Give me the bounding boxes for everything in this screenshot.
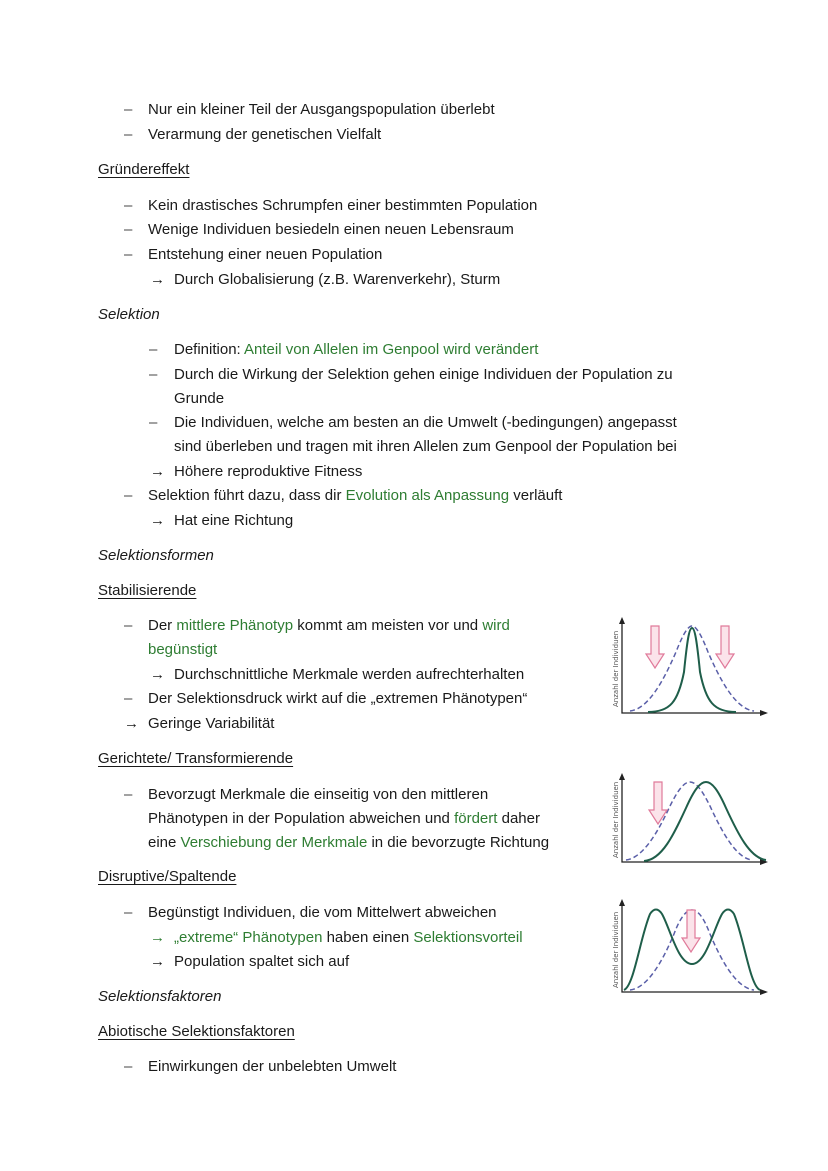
text-run-green: Verschiebung der Merkmale [180, 834, 368, 851]
text-run: Phänotypen in der Population abweichen und [148, 810, 455, 827]
figure-directional [608, 770, 773, 870]
x-axis-arrow-icon [760, 710, 768, 716]
definition-text: Anteil von Allelen im Genpool wird verändert [244, 341, 539, 358]
bullet-dash: – [124, 487, 133, 504]
figure-stabilizing [608, 612, 773, 722]
text-run: Der [148, 617, 177, 634]
gruender-item-1: Kein drastisches Schrumpfen einer bestimmten Population [148, 197, 538, 214]
y-axis-arrow-icon [619, 773, 625, 780]
bullet-dash: – [124, 1058, 133, 1075]
text-run: kommt am meisten vor und [293, 617, 483, 634]
heading-abiotische: Abiotische Selektionsfaktoren [98, 1023, 295, 1040]
gruender-sub: Durch Globalisierung (z.B. Warenverkehr), Sturm [174, 271, 501, 288]
bullet-dash: – [124, 617, 133, 634]
heading-selektionsfaktoren: Selektionsfaktoren [98, 988, 222, 1005]
arrow-symbol: → [150, 666, 165, 683]
arrow-symbol: → [124, 715, 139, 732]
bullet-dash: – [149, 341, 158, 358]
text-run-green: Selektionsvorteil [413, 929, 523, 946]
heading-disruptive: Disruptive/Spaltende [98, 868, 237, 885]
text-run: eine [148, 834, 181, 851]
stab-arrow-1: Durchschnittliche Merkmale werden aufrechterhalten [174, 666, 525, 683]
x-axis-arrow-icon [760, 989, 768, 995]
ger-line-2 [148, 809, 540, 829]
intro-item-2: Verarmung der genetischen Vielfalt [148, 126, 382, 143]
abiotische-item-1: Einwirkungen der unbelebten Umwelt [148, 1058, 397, 1075]
selektion-arrow-1: Höhere reproduktive Fitness [174, 463, 363, 480]
heading-selektion: Selektion [98, 306, 160, 323]
axes [622, 776, 766, 862]
text-run: verläuft [509, 487, 563, 504]
y-axis-label: Anzahl der Individuen [612, 630, 620, 707]
y-axis-arrow-icon [619, 899, 625, 906]
arrow-symbol: → [150, 953, 165, 970]
selektion-definition [174, 340, 538, 360]
dis-item-1: Begünstigt Individuen, die vom Mittelwert abweichen [148, 904, 497, 921]
bullet-dash: – [124, 690, 133, 707]
selektion-item-2-line2: Grunde [174, 390, 225, 407]
selektion-item-4 [148, 486, 562, 506]
y-axis-label: Anzahl der Individuen [612, 911, 620, 988]
dis-arrow-2: Population spaltet sich auf [174, 953, 350, 970]
stab-item-1-line2: begünstigt [148, 641, 218, 658]
arrow-symbol: → [150, 929, 165, 946]
axes [622, 620, 766, 713]
stab-arrow-2: Geringe Variabilität [148, 715, 275, 732]
bullet-dash: – [124, 101, 133, 118]
bullet-dash: – [124, 246, 133, 263]
heading-gruendereffekt: Gründereffekt [98, 161, 190, 178]
selection-pressure-arrow-icon [682, 910, 700, 952]
bullet-dash: – [124, 904, 133, 921]
selektion-arrow-2: Hat eine Richtung [174, 512, 294, 529]
y-axis-label: Anzahl der Individuen [612, 781, 620, 858]
ger-line-3 [148, 833, 549, 853]
text-run: in die bevorzugte Richtung [367, 834, 550, 851]
selektion-item-2-line1: Durch die Wirkung der Selektion gehen einige Individuen der Population zu [174, 366, 673, 383]
stab-item-2: Der Selektionsdruck wirkt auf die „extremen Phänotypen“ [148, 690, 528, 707]
dis-arrow-1 [174, 928, 523, 948]
text-run: Selektion führt dazu, dass dir [148, 487, 346, 504]
ger-line-1: Bevorzugt Merkmale die einseitig von den mittleren [148, 786, 489, 803]
y-axis-arrow-icon [619, 617, 625, 624]
text-run-green: Evolution als Anpassung [345, 487, 510, 504]
stab-item-1-line1 [148, 616, 510, 636]
arrow-symbol: → [150, 512, 165, 529]
arrow-symbol: → [150, 271, 165, 288]
bullet-dash: – [124, 221, 133, 238]
text-run-green: mittlere Phänotyp [176, 617, 294, 634]
bullet-dash: – [149, 414, 158, 431]
selektion-item-3-line1: Die Individuen, welche am besten an die Umwelt (-bedingungen) angepasst [174, 414, 677, 431]
selection-pressure-arrow-icon [646, 626, 664, 668]
bullet-dash: – [149, 366, 158, 383]
bullet-dash: – [124, 126, 133, 143]
gruender-item-2: Wenige Individuen besiedeln einen neuen Lebensraum [148, 221, 514, 238]
heading-gerichtete: Gerichtete/ Transformierende [98, 750, 294, 767]
original-distribution-curve [630, 626, 754, 711]
intro-item-1: Nur ein kleiner Teil der Ausgangspopulation überlebt [148, 101, 495, 118]
text-run-green: wird [482, 617, 510, 634]
heading-stabilisierende: Stabilisierende [98, 582, 197, 599]
selektion-item-3-line2: sind überleben und tragen mit ihren Allelen zum Genpool der Population bei [174, 438, 677, 455]
heading-selektionsformen: Selektionsformen [98, 547, 214, 564]
text-run-green: „extreme“ Phänotypen [174, 929, 323, 946]
arrow-symbol: → [150, 463, 165, 480]
text-run-green: fördert [454, 810, 498, 827]
bullet-dash: – [124, 197, 133, 214]
figure-disruptive [608, 898, 773, 998]
text-run: haben einen [322, 929, 414, 946]
gruender-item-3: Entstehung einer neuen Population [148, 246, 383, 263]
text-run: daher [497, 810, 540, 827]
definition-label: Definition: [174, 341, 245, 358]
bullet-dash: – [124, 786, 133, 803]
selection-pressure-arrow-icon [716, 626, 734, 668]
